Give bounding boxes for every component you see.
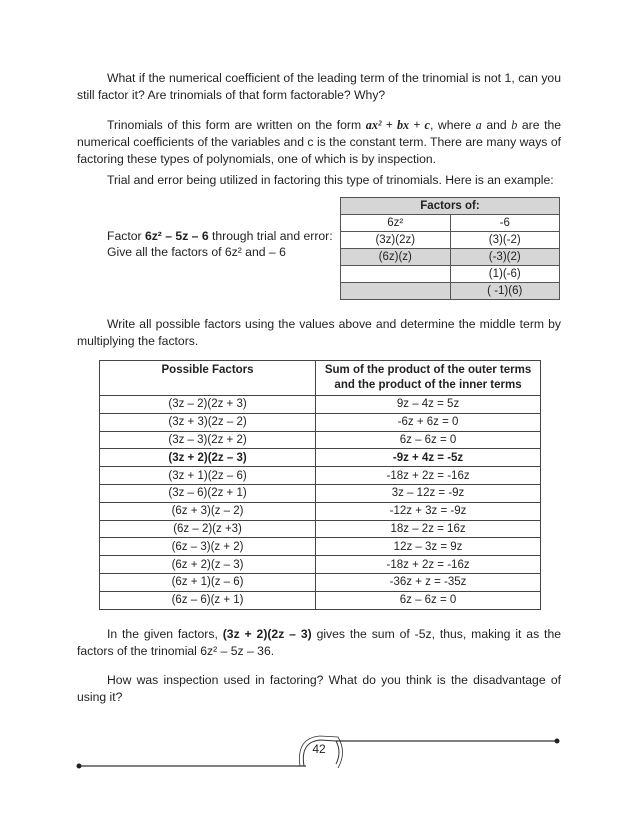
footer-dot-right bbox=[555, 739, 560, 744]
factors-cell: (-3)(2) bbox=[450, 249, 560, 266]
factor-cell: (6z – 6)(z + 1) bbox=[100, 591, 316, 609]
intro-paragraph: What if the numerical coefficient of the leading term of the trinomial is not 1, can you still factor it? Are trinomials of that form factorable? Why? bbox=[77, 71, 561, 102]
sum-cell: 18z – 2z = 16z bbox=[316, 520, 541, 538]
sum-cell: -12z + 3z = -9z bbox=[316, 502, 541, 520]
example-line-1-a: Factor bbox=[107, 229, 145, 243]
example-line-2: Give all the factors of 6z² and – 6 bbox=[107, 245, 286, 259]
sum-cell: 6z – 6z = 0 bbox=[316, 591, 541, 609]
factors-cell: (3z)(2z) bbox=[341, 232, 451, 249]
factor-cell: (6z – 2)(z +3) bbox=[100, 520, 316, 538]
factors-header-left: 6z² bbox=[341, 215, 451, 232]
factor-cell: (6z + 2)(z – 3) bbox=[100, 556, 316, 574]
sum-cell: 9z – 4z = 5z bbox=[316, 396, 541, 414]
footer-dot-left bbox=[77, 764, 82, 769]
trinomial-form: ax² + bx + c bbox=[365, 118, 430, 132]
sum-cell: -18z + 2z = -16z bbox=[316, 556, 541, 574]
sum-cell: -18z + 2z = -16z bbox=[316, 467, 541, 485]
sum-cell: 12z – 3z = 9z bbox=[316, 538, 541, 556]
sum-cell: -36z + z = -35z bbox=[316, 573, 541, 591]
conclusion-text-a: In the given factors, bbox=[107, 627, 223, 641]
conclusion-factors: (3z + 2)(2z – 3) bbox=[222, 627, 312, 641]
factor-cell: (6z – 3)(z + 2) bbox=[100, 538, 316, 556]
factor-cell: (6z + 1)(z – 6) bbox=[100, 573, 316, 591]
sum-cell: 3z – 12z = -9z bbox=[316, 484, 541, 502]
sum-cell: -9z + 4z = -5z bbox=[316, 449, 541, 467]
sum-cell: -6z + 6z = 0 bbox=[316, 413, 541, 431]
sum-products-header: Sum of the product of the outer terms and the product of the inner terms bbox=[316, 361, 541, 396]
page-number: 42 bbox=[312, 742, 326, 756]
form-text-d: are the numerical coefficients of the variables and c is the constant term. There are many ways of factoring these types of polynomials, one of which is by inspection. bbox=[77, 118, 562, 166]
factors-cell: (6z)(z) bbox=[341, 249, 451, 266]
form-text-a: Trinomials of this form are written on the form bbox=[107, 118, 366, 132]
factors-cell: (3)(-2) bbox=[450, 232, 560, 249]
form-text-b: , where bbox=[429, 118, 476, 132]
factor-cell: (3z + 3)(2z – 2) bbox=[100, 413, 316, 431]
factors-cell: (1)(-6) bbox=[450, 266, 560, 283]
sum-cell: 6z – 6z = 0 bbox=[316, 431, 541, 449]
trial-paragraph: Trial and error being utilized in factoring this type of trinomials. Here is an example: bbox=[107, 173, 554, 187]
factor-cell: (3z + 1)(2z – 6) bbox=[100, 467, 316, 485]
factors-cell: ( -1)(6) bbox=[450, 283, 560, 300]
factors-header-right: -6 bbox=[450, 215, 560, 232]
instruction-paragraph: Write all possible factors using the values above and determine the middle term by multiplying the factors. bbox=[77, 317, 561, 348]
example-line-1-b: through trial and error: bbox=[208, 229, 333, 243]
var-a: a bbox=[475, 118, 482, 132]
form-text-c: and bbox=[481, 118, 512, 132]
factor-cell: (3z – 6)(2z + 1) bbox=[100, 484, 316, 502]
factor-cell: (6z + 3)(z – 2) bbox=[100, 502, 316, 520]
var-b: b bbox=[511, 118, 518, 132]
question-paragraph: How was inspection used in factoring? What do you think is the disadvantage of using it? bbox=[77, 673, 561, 704]
example-expression: 6z² – 5z – 6 bbox=[144, 229, 209, 243]
factor-cell: (3z – 2)(2z + 3) bbox=[100, 396, 316, 414]
possible-factors-header: Possible Factors bbox=[100, 361, 316, 396]
factor-cell: (3z – 3)(2z + 2) bbox=[100, 431, 316, 449]
factors-table-title: Factors of: bbox=[341, 198, 560, 215]
factor-cell: (3z + 2)(2z – 3) bbox=[100, 449, 316, 467]
conclusion-text-b: gives the sum of -5z, thus, making it as the factors of the trinomial 6z² – 5z – 36. bbox=[77, 627, 561, 658]
